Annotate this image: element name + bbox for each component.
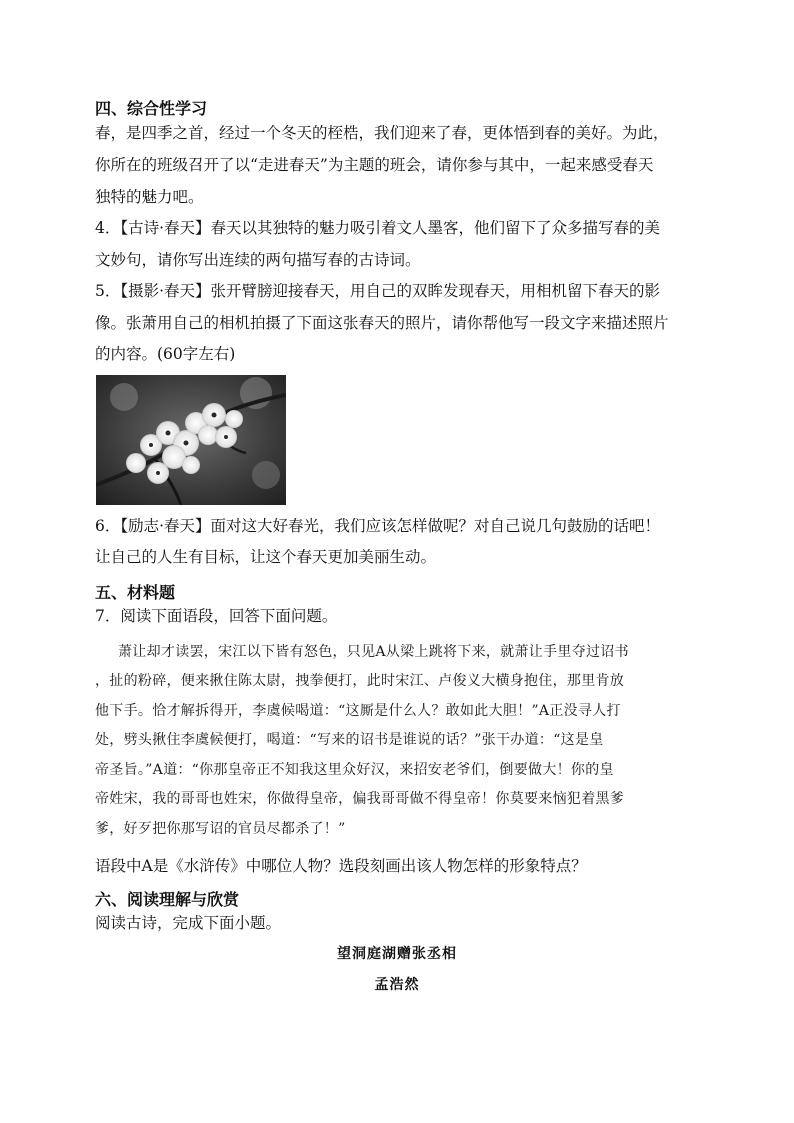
poem-author: 孟浩然 xyxy=(374,977,420,993)
question-6-line: 6．【励志·春天】面对这大好春光，我们应该怎样做呢？对自己说几句鼓励的话吧！ xyxy=(95,517,661,535)
question-6-line: 让自己的人生有目标，让这个春天更加美丽生动。 xyxy=(95,548,437,566)
question-5-line: 像。张萧用自己的相机拍摄了下面这张春天的照片，请你帮他写一段文字来描述照片 xyxy=(95,314,669,332)
question-5-line: 5．【摄影·春天】张开臂膀迎接春天，用自己的双眸发现春天，用相机留下春天的影 xyxy=(95,282,661,300)
question-4-line: 文妙句，请你写出连续的两句描写春的古诗词。 xyxy=(95,251,421,269)
section-title-reading: 六、阅读理解与欣赏 xyxy=(95,890,240,909)
passage-line: ，扯的粉碎，便来揪住陈太尉，拽拳便打，此时宋江、卢俊义大横身抱住，那里肯放 xyxy=(95,673,625,689)
question-4-line: 4．【古诗·春天】春天以其独特的魅力吸引着文人墨客，他们留下了众多描写春的美 xyxy=(95,219,661,237)
intro-line: 春，是四季之首，经过一个冬天的桎梏，我们迎来了春，更体悟到春的美好。为此， xyxy=(95,124,669,142)
section-title-material: 五、材料题 xyxy=(95,583,176,602)
intro-line: 独特的魅力吧。 xyxy=(95,188,204,206)
passage-line: 萧让却才读罢，宋江以下皆有怒色，只见A从梁上跳将下来，就萧让手里夺过诏书 xyxy=(118,644,629,660)
question-7-intro: 7．阅读下面语段，回答下面问题。 xyxy=(95,607,338,625)
passage-line: 他下手。恰才解拆得开，李虞候喝道：“这厮是什么人？敢如此大胆！”A正没寻人打 xyxy=(95,703,621,719)
blossom-photo xyxy=(96,375,286,505)
passage-line: 帝姓宋，我的哥哥也姓宋，你做得皇帝，偏我哥哥做不得皇帝！你莫要来恼犯着黑爹 xyxy=(95,791,625,807)
question-5-line: 的内容。(60字左右) xyxy=(95,345,236,363)
intro-line: 你所在的班级召开了以“走进春天”为主题的班会，请你参与其中，一起来感受春天 xyxy=(95,156,654,174)
passage-line: 处，劈头揪住李虞候便打，喝道：“写来的诏书是谁说的话？”张干办道：“这是皇 xyxy=(95,732,604,748)
passage-line: 帝圣旨。”A道：“你那皇帝正不知我这里众好汉，来招安老爷们，倒要做大！你的皇 xyxy=(95,762,614,778)
question-7-text: 语段中A是《水浒传》中哪位人物？选段刻画出该人物怎样的形象特点？ xyxy=(95,857,587,875)
section-title-comprehensive-learning: 四、综合性学习 xyxy=(95,99,208,118)
passage-line: 爹，好歹把你那写诏的官员尽都杀了！” xyxy=(95,821,346,837)
reading-intro: 阅读古诗，完成下面小题。 xyxy=(95,914,282,932)
poem-title: 望洞庭湖赠张丞相 xyxy=(337,946,457,962)
